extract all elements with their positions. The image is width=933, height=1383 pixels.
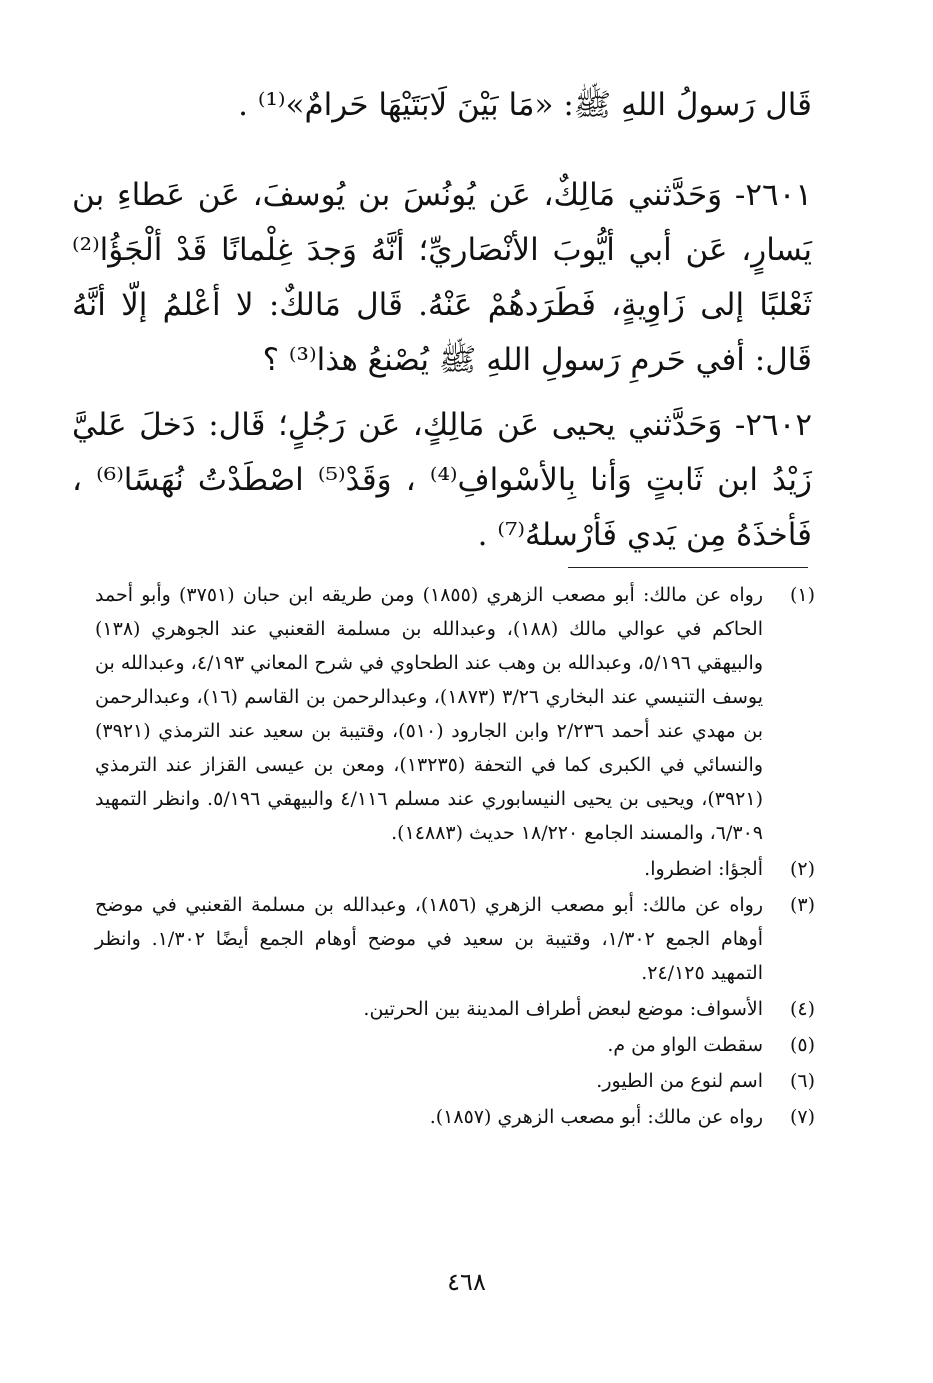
- footnote-text: رواه عن مالك: أبو مصعب الزهري (١٨٥٦)، وعبدالله بن مسلمة القعنبي في موضح أوهام الجمع ١/٣٠٢، وقتيبة بن سعيد في موضح أوهام الجمع أيضًا ١/٣٠٢. وانظر التمهيد ٢٤/١٢٥.: [95, 894, 763, 984]
- footnote-2: [95, 852, 815, 886]
- hadith-2602: ٢٦٠٢- وَحَدَّثني يحيى عَن مَالِكٍ، عَن رَجُلٍ؛ قَال: دَخلَ عَليَّ زَيْدُ ابن ثَابتٍ وَأنا بِالأسْوافِ⁽⁴⁾ ، وَقَدْ⁽⁵⁾ اصْطَدْتُ نُهَسًا⁽⁶⁾ ، فَأخذَهُ مِن يَدي فَأرْسلهُ⁽⁷⁾ .: [72, 407, 812, 553]
- footnote-text: رواه عن مالك: أبو مصعب الزهري (١٨٥٥) ومن طريقه ابن حبان (٣٧٥١) وأبو أحمد الحاكم في عوالي مالك (١٨٨)، وعبدالله بن مسلمة القعنبي عند الجوهري (١٣٨) والبيهقي ٥/١٩٦، وعبدالله بن وهب عند الطحاوي في شرح المعاني ٤/١٩٣، وعبدالله بن يوسف التنيسي عند البخاري ٣/٢٦ (١٨٧٣)، وعبدالرحمن بن القاسم (١٦)، وعبدالرحمن بن مهدي عند أحمد ٢/٢٣٦ وابن الجارود (٥١٠)، وقتيبة بن سعيد عند الترمذي (٣٩٢١) والنسائي في الكبرى كما في التحفة (١٣٢٣٥)، ومعن بن عيسى القزاز عند الترمذي (٣٩٢١)، ويحيى بن يحيى النيسابوري عند مسلم ٤/١١٦ والبيهقي ٥/١٩٦. وانظر التمهيد ٦/٣٠٩، والمسند الجامع ١٨/٢٢٠ حديث (١٤٨٨٣).: [95, 584, 764, 844]
- footnote-4: [95, 992, 815, 1026]
- footnote-number: (١): [789, 584, 815, 606]
- page-number: ٤٦٨: [447, 1268, 486, 1296]
- footnote-1: [95, 578, 815, 850]
- footnote-text: الأسواف: موضع لبعض أطراف المدينة بين الحرتين.: [363, 998, 763, 1020]
- footnote-number: (٥): [789, 1034, 815, 1056]
- footnote-separator: [568, 567, 808, 568]
- hadith-intro-line: قَال رَسولُ اللهِ ﷺ: «مَا بَيْنَ لَابَتَيْهَا حَرامٌ»⁽¹⁾ .: [238, 87, 812, 123]
- footnote-3: [95, 888, 815, 990]
- footnote-number: (٦): [789, 1070, 815, 1092]
- footnote-number: (٣): [789, 894, 815, 916]
- footnote-number: (٧): [789, 1106, 815, 1128]
- footnote-text: اسم لنوع من الطيور.: [596, 1070, 763, 1092]
- footnote-6: [95, 1064, 815, 1098]
- footnote-text: ألجؤا: اضطروا.: [644, 858, 763, 880]
- footnotes: [95, 578, 815, 1136]
- footnote-5: [95, 1028, 815, 1062]
- footnote-text: رواه عن مالك: أبو مصعب الزهري (١٨٥٧).: [429, 1106, 763, 1128]
- footnote-text: سقطت الواو من م.: [607, 1034, 763, 1056]
- hadith-2601: ٢٦٠١- وَحَدَّثني مَالِكٌ، عَن يُونُسَ بن يُوسفَ، عَن عَطاءِ بن يَسارٍ، عَن أبي أيُّوبَ الأنْصَاريِّ؛ أنَّهُ وَجدَ غِلْمانًا قَدْ ألْجَؤُا⁽²⁾ ثَعْلبًا إلى زَاوِيةٍ، فَطَرَدهُمْ عَنْهُ. قَال مَالكٌ: لا أعْلمُ إلّا أنَّهُ قَال: أفي حَرمِ رَسولِ اللهِ ﷺ يُصْنعُ هذا⁽³⁾ ؟: [72, 177, 812, 378]
- footnote-number: (٤): [789, 998, 815, 1020]
- footnote-7: [95, 1100, 815, 1134]
- footnote-number: (٢): [789, 858, 815, 880]
